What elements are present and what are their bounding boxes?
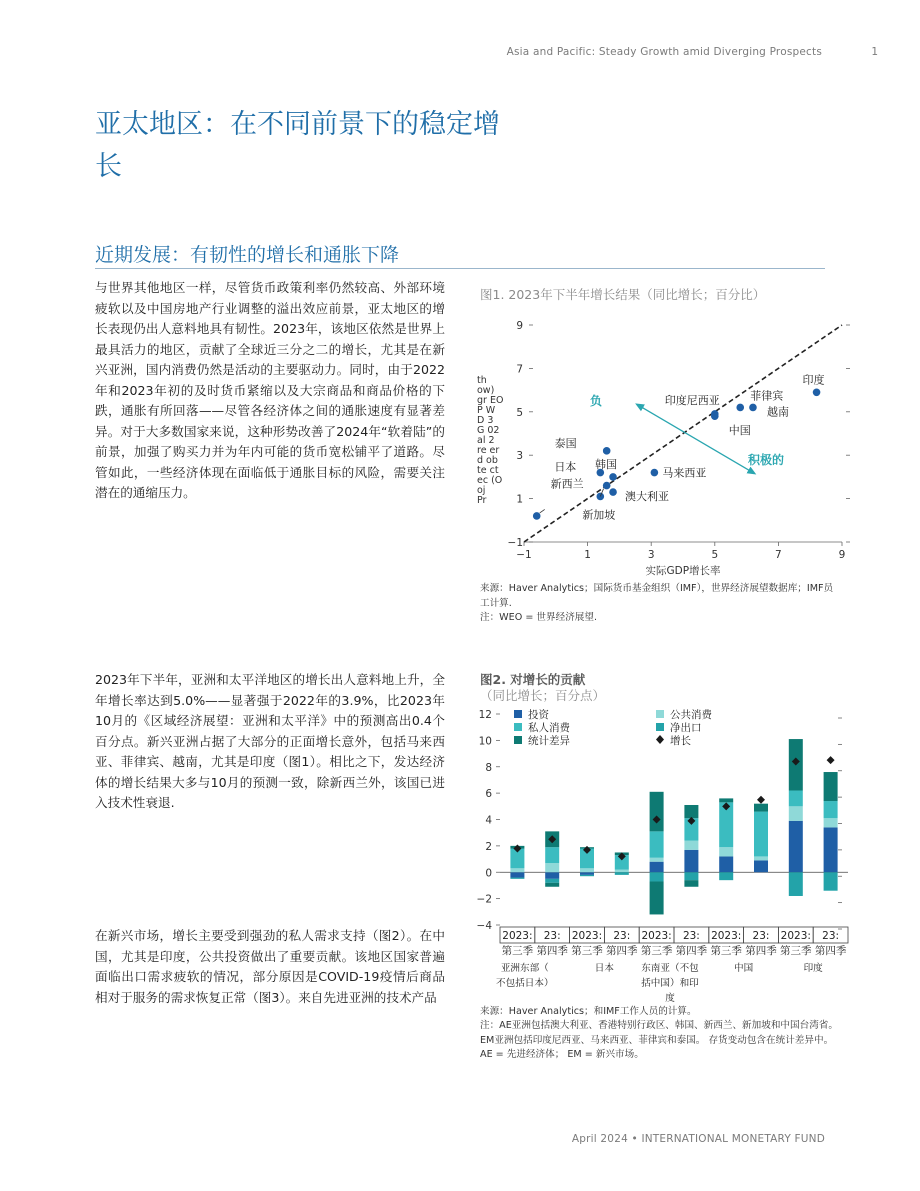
figure2-bar-segment — [650, 831, 664, 857]
figure1-fragment: P W — [477, 405, 496, 416]
figure1-point-label: 印度 — [802, 373, 825, 387]
page-number: 1 — [871, 46, 878, 58]
figure2-group-label: 印度 — [803, 963, 823, 974]
figure1-point — [749, 404, 757, 412]
figure2-x-category-label: 第四季 — [606, 945, 638, 957]
figure2-bar-segment — [684, 805, 698, 818]
figure1-point — [609, 488, 617, 496]
figure2-bar-segment — [719, 798, 733, 802]
figure1-point-label: 澳大利亚 — [625, 490, 670, 504]
figure2-bar-segment — [510, 868, 524, 872]
page-title-line1: 亚太地区：在不同前景下的稳定增 — [95, 109, 500, 140]
figure1-point-label: 新加坡 — [582, 508, 616, 522]
paragraph-2: 2023年下半年，亚洲和太平洋地区的增长出人意料地上升，全年增长率达到5.0%——显著强于2022年的3.9%，比2023年10月的《区域经济展望：亚洲和太平洋》中的预测高出0.4个百分点。新兴亚洲占据了大部分的正面增长意外，包括马来西亚、菲律宾、越南，尤其是印度（图1）。相比之下，发达经济体的增长结果大多与10月的预测一致，除新西兰外，该国已进入技术性衰退. — [95, 672, 445, 810]
figure2-x-category-label: 第三季 — [640, 945, 673, 957]
figure2-bar-segment — [789, 872, 803, 896]
figure1-point-label: 新西兰 — [550, 477, 584, 491]
figure1-fragment: d ob — [477, 455, 498, 466]
figure1-fragment: re er — [477, 445, 500, 456]
figure2-group-label: 亚洲东部（不包括日本） — [496, 963, 554, 989]
figure1-point — [609, 473, 617, 481]
figure2-x-category-label: 第三季 — [501, 945, 534, 957]
figure1-source: 来源：Haver Analytics；国际货币基金组织（IMF），世界经济展望数据库；IMF员工计算. — [480, 583, 834, 609]
figure2-bar-segment — [510, 878, 524, 879]
figure2-bar-segment — [719, 872, 733, 880]
figure2-bar-segment — [719, 856, 733, 872]
figure2-group-label: 中国 — [734, 963, 754, 974]
figure2-x-category-label: 23: — [822, 930, 840, 942]
section-heading: 近期发展：有韧性的增长和通胀下降 — [95, 244, 400, 266]
figure1-fragment: G 02 — [477, 425, 500, 436]
figure1-y-tick-label: 9 — [516, 320, 523, 332]
running-title: Asia and Pacific: Steady Growth amid Diverging Prospects — [506, 46, 822, 58]
figure1-x-tick-label: −1 — [516, 549, 532, 561]
figure2-bar-segment — [580, 868, 594, 872]
figure1-arrow-line — [638, 405, 752, 472]
page-title — [95, 104, 545, 188]
figure2-bar-segment — [580, 875, 594, 876]
figure2-y-tick-label: −4 — [476, 920, 492, 932]
figure1-point-label: 日本 — [554, 460, 577, 474]
figure2-bar-segment — [650, 862, 664, 873]
figure1-x-tick-label: 3 — [647, 549, 655, 561]
figure2-bar-segment — [650, 881, 664, 914]
figure2-bar-segment — [824, 772, 838, 801]
figure1-point-label: 马来西亚 — [662, 466, 707, 480]
figure2-bar-segment — [650, 858, 664, 862]
figure2-bar-segment — [754, 804, 768, 812]
figure2-bar-segment — [719, 847, 733, 856]
figure2-legend-label: 统计差异 — [528, 735, 570, 747]
figure2-bar-segment — [615, 872, 629, 875]
figure2-x-category-label: 第四季 — [675, 945, 708, 957]
figure2-x-category-label: 23: — [543, 930, 561, 942]
figure2-y-tick-label: 4 — [485, 814, 492, 827]
figure2-bar-segment — [580, 872, 594, 875]
footer-date: April 2024 — [571, 1133, 628, 1145]
figure1-point — [533, 512, 541, 520]
figure2-legend-swatch — [656, 710, 664, 718]
figure2-chart — [470, 700, 860, 1005]
figure1-y-tick-label: 7 — [516, 363, 523, 376]
figure1-x-axis-label: 实际GDP增长率 — [645, 565, 721, 577]
figure1-title: 图1. 2023年下半年增长结果（同比增长；百分比） — [480, 287, 766, 302]
figure1-positive-label: 积极的 — [748, 453, 785, 467]
figure2-y-tick-label: −2 — [476, 893, 492, 906]
figure2-y-tick-label: 2 — [485, 840, 492, 853]
figure1-y-tick-label: 5 — [516, 406, 523, 419]
figure2-y-tick-label: 8 — [485, 761, 492, 774]
figure2-group-label: 日本 — [594, 963, 614, 974]
figure2-bar-segment — [754, 812, 768, 857]
figure2-bar-segment — [545, 879, 559, 883]
figure2-legend-label: 投资 — [528, 709, 549, 721]
figure1-fragment: D 3 — [477, 415, 494, 426]
figure2-x-category-label: 2023: — [641, 930, 672, 942]
figure2-bar-segment — [824, 827, 838, 872]
figure2-bar-segment — [824, 872, 838, 890]
figure1-fragment: Pr — [477, 495, 487, 506]
figure1-fragment: al 2 — [477, 435, 495, 446]
figure2-bar-segment — [545, 872, 559, 879]
figure1-point — [603, 482, 611, 490]
figure2-bar-segment — [684, 872, 698, 880]
figure1-point-label: 越南 — [766, 405, 789, 419]
figure2-subtitle: （同比增长；百分点） — [480, 688, 606, 703]
figure1-point — [711, 412, 719, 420]
figure2-bar-segment — [650, 792, 664, 832]
figure2-bar-segment — [789, 806, 803, 821]
page-title-line2: 长 — [95, 151, 122, 182]
figure2-legend-swatch — [514, 723, 522, 731]
figure2-legend-label: 私人消费 — [528, 722, 570, 734]
figure2-legend-label: 净出口 — [670, 722, 702, 734]
figure1-point — [813, 388, 821, 396]
figure2-bar-segment — [754, 856, 768, 860]
figure1-x-tick-label: 9 — [838, 549, 846, 561]
figure2-x-category-label: 23: — [613, 930, 631, 942]
figure2-legend-label: 增长 — [670, 735, 691, 747]
footer — [572, 1133, 825, 1145]
footer-org: INTERNATIONAL MONETARY FUND — [641, 1133, 825, 1145]
figure1-point-label: 中国 — [728, 424, 751, 438]
figure2-legend-swatch — [514, 710, 522, 718]
figure2-bar-segment — [754, 860, 768, 872]
figure2-x-category-label: 2023: — [780, 930, 811, 942]
figure2-legend-label: 公共消费 — [670, 709, 712, 721]
figure2-bar-segment — [510, 872, 524, 877]
figure1-x-tick-label: 5 — [711, 549, 719, 561]
figure1-negative-label: 负 — [590, 394, 603, 408]
figure1-45-degree-line — [524, 325, 842, 542]
figure2-bar-segment — [545, 883, 559, 887]
figure1-point — [736, 404, 744, 412]
figure1-note: 注：WEO = 世界经济展望. — [480, 612, 598, 623]
figure2-y-tick-label: 0 — [485, 867, 492, 880]
figure1-y-tick-label: −1 — [507, 537, 523, 549]
figure2-bar-segment — [615, 870, 629, 873]
figure2-bar-segment — [824, 801, 838, 818]
figure1-point — [651, 469, 659, 477]
figure2-x-category-label: 第三季 — [571, 945, 603, 957]
figure1-fragment: ow) — [477, 385, 495, 396]
figure2-x-category-label: 第三季 — [710, 945, 742, 957]
figure2-bar-segment — [824, 818, 838, 827]
figure2-x-category-label: 2023: — [711, 930, 742, 942]
figure2-bar-segment — [789, 790, 803, 806]
figure2-y-tick-label: 10 — [478, 735, 492, 748]
figure1-fragment: te ct — [477, 465, 499, 476]
figure1-fragment: gr EO — [477, 395, 504, 406]
figure2-x-category-label: 第四季 — [814, 945, 847, 957]
figure2-legend-swatch — [656, 735, 664, 744]
figure1-x-tick-label: 7 — [775, 549, 782, 561]
figure2-bar-segment — [545, 863, 559, 872]
figure1-y-tick-label: 3 — [516, 450, 523, 463]
figure2-bar-segment — [650, 872, 664, 881]
paragraph-3: 在新兴市场，增长主要受到强劲的私人需求支持（图2）。在中国，尤其是印度，公共投资做出了重要贡献。该地区国家普遍面临出口需求疲软的情况，部分原因是COVID-19疫情后商品相对于服务的需求恢复正常（图3）。来自先进亚洲的技术产品 — [95, 928, 445, 1005]
paragraph-1: 与世界其他地区一样，尽管货币政策利率仍然较高、外部环境疲软以及中国房地产行业调整的溢出效应前景，亚太地区的增长表现仍出人意料地具有韧性。2023年，该地区依然是世界上最具活力的地区，贡献了全球近三分之二的增长，尤其是在新兴亚洲，国内消费仍然是活动的主要驱动力。同时，由于2022年和2023年初的及时货币紧缩以及大宗商品和商品价格的下跌，通胀有所回落——尽管各经济体之间的通胀速度有显著差异。对于大多数国家来说，这种形势改善了2024年“软着陆”的前景，加强了购买力并为年内可能的货币宽松铺平了道路。尽管如此，一些经济体现在面临低于通胀目标的风险，需要关注潜在的通缩压力。 — [95, 280, 445, 500]
figure1-arrow — [638, 405, 752, 472]
figure2-x-category-label: 第三季 — [780, 945, 812, 957]
figure2-x-category-label: 第四季 — [745, 945, 777, 957]
figure2-x-category-label: 2023: — [571, 930, 603, 942]
figure2-x-category-label: 2023: — [502, 930, 533, 942]
figure1-y-tick-label: 1 — [516, 493, 523, 506]
figure2-legend-swatch — [656, 723, 664, 731]
figure2-source: 来源：Haver Analytics；和IMF工作人员的计算。 — [480, 1006, 697, 1017]
figure1-chart — [470, 305, 860, 580]
figure2-growth-marker — [827, 756, 835, 764]
figure2-title: 图2. 对增长的贡献 — [480, 672, 586, 687]
figure1-point-label: 泰国 — [554, 436, 577, 450]
figure2-x-category-label: 23: — [682, 930, 700, 942]
figure2-legend — [514, 708, 712, 747]
footer-bullet: • — [631, 1133, 642, 1145]
figure1-overlapping-ylabel-fragments — [477, 375, 503, 506]
figure2-y-tick-label: 6 — [485, 788, 492, 801]
figure2-bar-segment — [684, 880, 698, 887]
figure2-bar-segment — [789, 821, 803, 872]
figure1-leader-line — [540, 509, 545, 513]
figure2-legend-swatch — [514, 736, 522, 744]
section-divider — [95, 268, 825, 269]
figure1-point — [603, 447, 611, 455]
figure2-x-category-label: 23: — [752, 930, 770, 942]
figure2-group-label: 东南亚（不包括中国）和印度 — [641, 963, 699, 1004]
figure2-y-tick-label: 12 — [478, 709, 492, 721]
figure1-x-tick-label: 1 — [584, 549, 591, 561]
figure2-bar-segment — [684, 841, 698, 850]
figure2-growth-marker — [757, 796, 765, 804]
figure1-fragment: th — [477, 375, 487, 386]
figure1-point-label: 韩国 — [595, 457, 618, 471]
figure2-note: 注：AE亚洲包括澳大利亚、香港特别行政区、韩国、新西兰、新加坡和中国台湾省。 EM亚洲包括印度尼西亚、马来西亚、菲律宾和泰国。 存货变动包含在统计差异中。 AE = 先进经济体； EM = 新兴市场。 — [480, 1020, 838, 1060]
figure2-bar-segment — [684, 850, 698, 872]
figure1-fragment: oj — [477, 485, 486, 496]
figure1-point-label: 印度尼西亚 — [664, 393, 720, 407]
figure2-x-category-label: 第四季 — [536, 945, 568, 957]
figure1-fragment: ec (O — [477, 475, 503, 486]
figure2-bar-segment — [545, 847, 559, 863]
figure1-point-label: 菲律宾 — [750, 389, 784, 403]
